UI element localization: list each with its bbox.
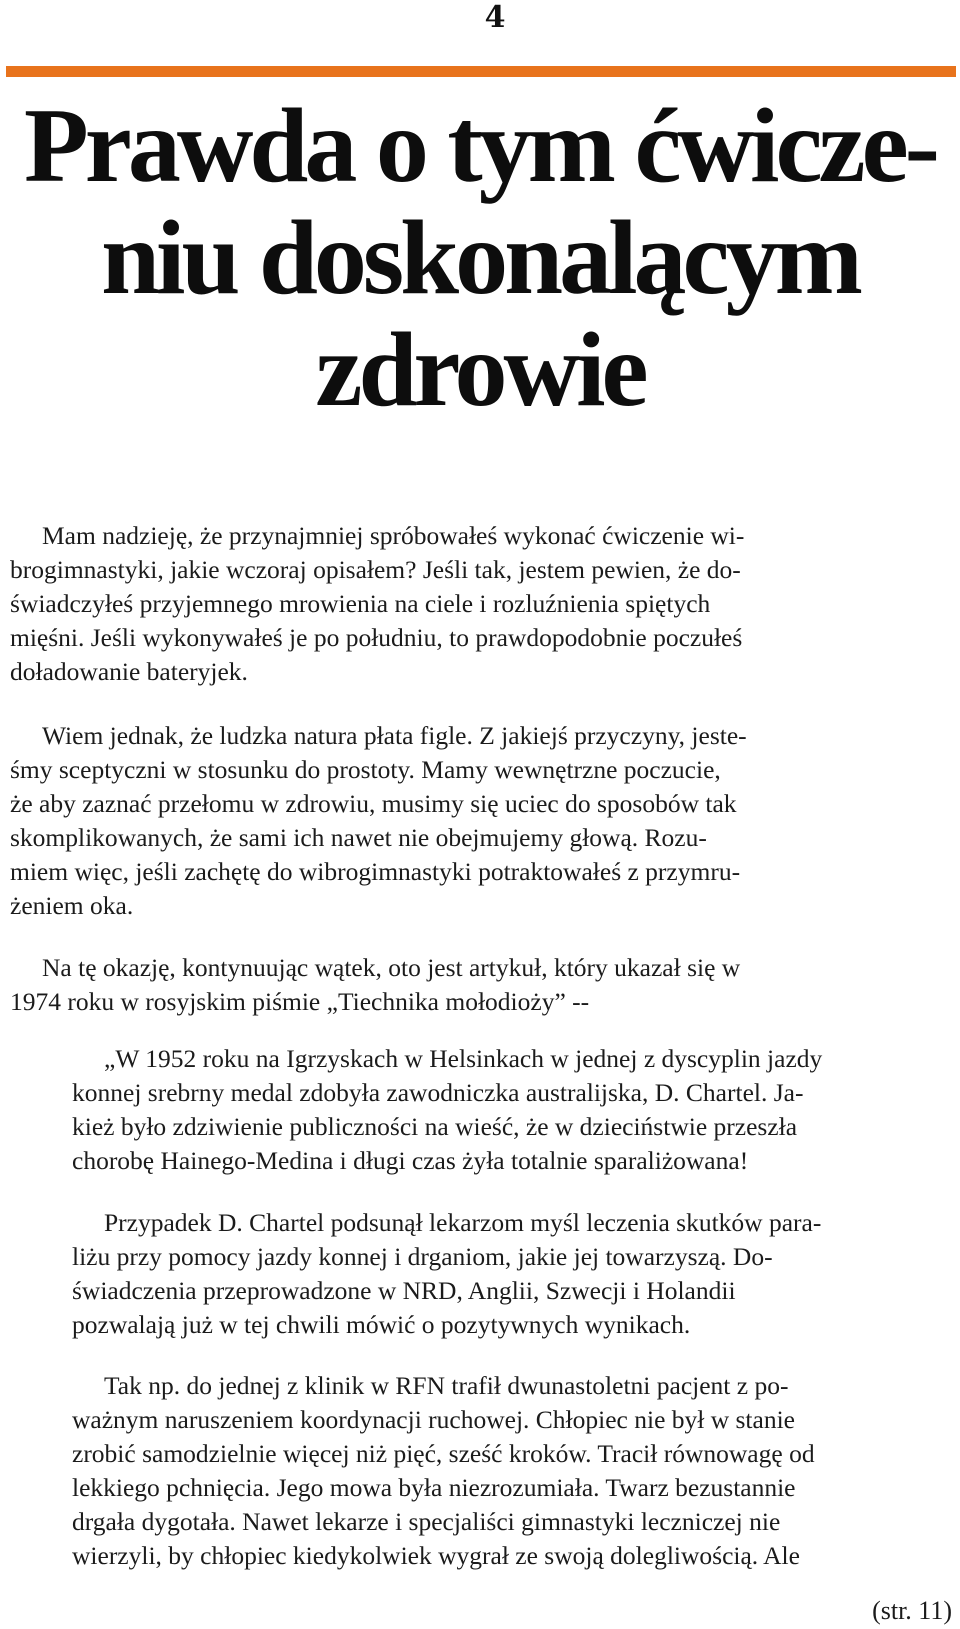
quote-paragraph-helsinki bbox=[72, 1042, 932, 1178]
quote-line: konnej srebrny medal zdobyła zawodniczka australijska, D. Chartel. Ja- bbox=[72, 1078, 804, 1107]
paragraph-line: świadczyłeś przyjemnego mrowienia na ciele i rozluźnienia spiętych bbox=[10, 589, 711, 618]
paragraph-line: żeniem oka. bbox=[10, 891, 134, 920]
paragraph-line: brogimnastyki, jakie wczoraj opisałem? Jeśli tak, jestem pewien, że do- bbox=[10, 555, 741, 584]
quote-line: pozwalają już w tej chwili mówić o pozytywnych wynikach. bbox=[72, 1310, 691, 1339]
quote-line: liżu przy pomocy jazdy konnej i drganiom, jakie jej towarzyszą. Do- bbox=[72, 1242, 773, 1271]
paragraph-article-intro bbox=[10, 951, 920, 1019]
title-line: niu doskonalącym bbox=[101, 199, 859, 316]
paragraph-line: mięśni. Jeśli wykonywałeś je po południu, to prawdopodobnie poczułeś bbox=[10, 623, 743, 652]
orange-divider bbox=[6, 66, 956, 77]
paragraph-line: śmy sceptyczni w stosunku do prostoty. Mamy wewnętrzne poczucie, bbox=[10, 755, 721, 784]
quote-line: wierzyli, by chłopiec kiedykolwiek wygrał ze swoją dolegliwością. Ale bbox=[72, 1541, 800, 1570]
paragraph-line: miem więc, jeśli zachętę do wibrogimnastyki potraktowałeś z przymru- bbox=[10, 857, 741, 886]
paragraph-line: Na tę okazję, kontynuując wątek, oto jest artykuł, który ukazał się w bbox=[42, 953, 741, 982]
quote-paragraph-chartel bbox=[72, 1206, 932, 1342]
title-line: zdrowie bbox=[315, 311, 645, 428]
paragraph-line: Mam nadzieję, że przynajmniej spróbowałeś wykonać ćwiczenie wi- bbox=[42, 521, 745, 550]
paragraph-skepticism bbox=[10, 719, 920, 923]
quote-line: zrobić samodzielnie więcej niż pięć, sześć kroków. Tracił równowagę od bbox=[72, 1439, 815, 1468]
paragraph-line: Wiem jednak, że ludzka natura płata figle. Z jakiejś przyczyny, jeste- bbox=[42, 721, 747, 750]
title-line: Prawda o tym ćwicze- bbox=[24, 87, 936, 204]
article-title bbox=[0, 87, 960, 428]
quote-line: drgała dygotała. Nawet lekarze i specjaliści gimnastyki leczniczej nie bbox=[72, 1507, 781, 1536]
paragraph-intro bbox=[10, 519, 920, 689]
page-number: 4 bbox=[484, 0, 506, 35]
quote-line: lekkiego pchnięcia. Jego mowa była niezrozumiała. Twarz bezustannie bbox=[72, 1473, 796, 1502]
quote-line: kież było zdziwienie publiczności na wieść, że w dzieciństwie przeszła bbox=[72, 1112, 798, 1141]
continued-page-reference: (str. 11) bbox=[872, 1596, 952, 1625]
paragraph-line: 1974 roku w rosyjskim piśmie „Tiechnika mołodioży” -- bbox=[10, 987, 590, 1016]
quote-line: chorobę Hainego-Medina i długi czas żyła totalnie sparaliżowana! bbox=[72, 1146, 749, 1175]
quote-paragraph-patient bbox=[72, 1369, 932, 1573]
quote-line: „W 1952 roku na Igrzyskach w Helsinkach w jednej z dyscyplin jazdy bbox=[104, 1044, 823, 1073]
quote-line: Tak np. do jednej z klinik w RFN trafił dwunastoletni pacjent z po- bbox=[104, 1371, 789, 1400]
quote-line: Przypadek D. Chartel podsunął lekarzom myśl leczenia skutków para- bbox=[104, 1208, 822, 1237]
quote-line: ważnym naruszeniem koordynacji ruchowej. Chłopiec nie był w stanie bbox=[72, 1405, 795, 1434]
quote-line: świadczenia przeprowadzone w NRD, Anglii, Szwecji i Holandii bbox=[72, 1276, 736, 1305]
paragraph-line: skomplikowanych, że sami ich nawet nie obejmujemy głową. Rozu- bbox=[10, 823, 707, 852]
paragraph-line: że aby zaznać przełomu w zdrowiu, musimy się uciec do sposobów tak bbox=[10, 789, 737, 818]
paragraph-line: doładowanie bateryjek. bbox=[10, 657, 248, 686]
